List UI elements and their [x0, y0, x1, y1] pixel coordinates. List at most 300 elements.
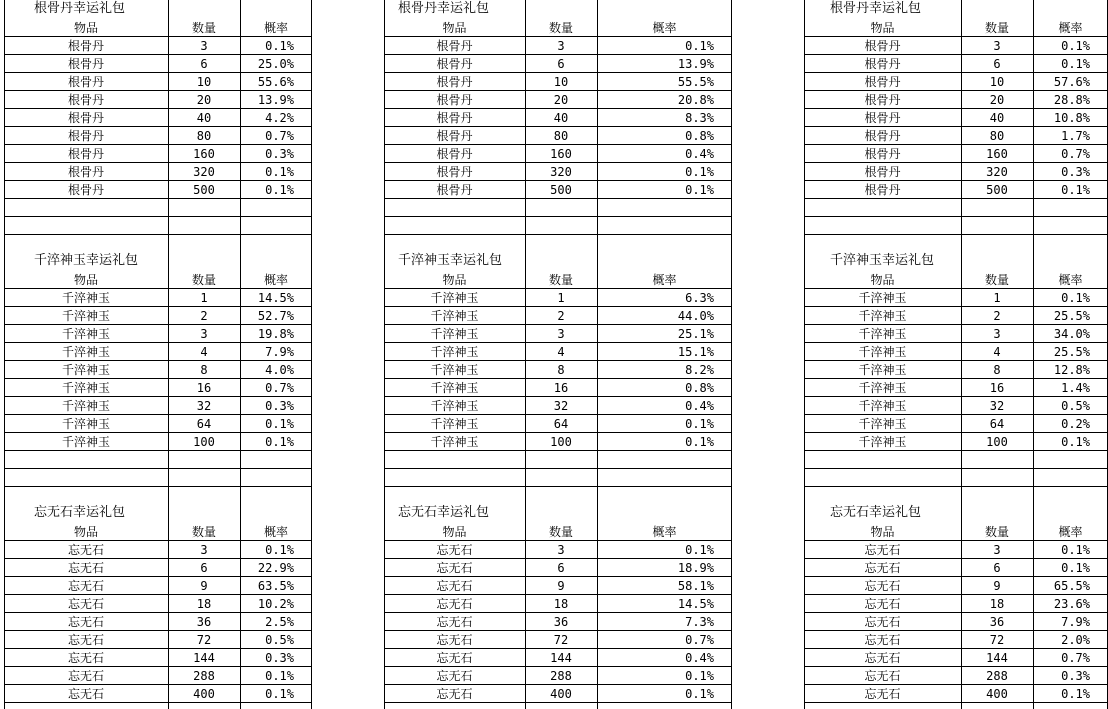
cell-item[interactable]: 忘无石 — [67, 561, 104, 575]
cell-item[interactable]: 根骨丹 — [436, 39, 473, 53]
cell-quantity[interactable]: 8 — [557, 363, 565, 377]
cell-quantity[interactable]: 64 — [196, 417, 212, 431]
header-quantity[interactable]: 数量 — [548, 21, 573, 35]
cell-probability[interactable]: 18.9% — [677, 561, 714, 575]
cell-probability[interactable]: 15.1% — [677, 345, 714, 359]
header-quantity[interactable]: 数量 — [548, 273, 573, 287]
empty-row[interactable] — [804, 452, 1108, 469]
cell-quantity[interactable]: 400 — [193, 687, 215, 701]
cell-probability[interactable]: 0.3% — [1061, 669, 1090, 683]
header-quantity[interactable]: 数量 — [984, 21, 1009, 35]
cell-quantity[interactable]: 6 — [557, 57, 565, 71]
cell-item[interactable]: 忘无石 — [864, 543, 901, 557]
cell-item[interactable]: 根骨丹 — [436, 57, 473, 71]
cell-item[interactable]: 根骨丹 — [67, 111, 104, 125]
cell-probability[interactable]: 0.1% — [265, 543, 294, 557]
cell-probability[interactable]: 52.7% — [257, 309, 294, 323]
cell-item[interactable]: 忘无石 — [864, 579, 901, 593]
cell-item[interactable]: 千淬神玉 — [858, 291, 907, 305]
cell-item[interactable]: 根骨丹 — [67, 147, 104, 161]
cell-item[interactable]: 忘无石 — [864, 561, 901, 575]
cell-probability[interactable]: 13.9% — [257, 93, 294, 107]
cell-quantity[interactable]: 80 — [196, 129, 212, 143]
empty-row[interactable] — [384, 452, 732, 469]
cell-probability[interactable]: 0.8% — [685, 381, 714, 395]
cell-quantity[interactable]: 64 — [553, 417, 569, 431]
header-quantity[interactable]: 数量 — [984, 273, 1009, 287]
cell-quantity[interactable]: 16 — [989, 381, 1005, 395]
header-item[interactable]: 物品 — [442, 525, 467, 539]
header-row — [804, 20, 1108, 37]
header-quantity[interactable]: 数量 — [548, 525, 573, 539]
cell-quantity[interactable]: 3 — [557, 39, 565, 53]
cell-item[interactable]: 忘无石 — [67, 597, 104, 611]
cell-quantity[interactable]: 160 — [986, 147, 1008, 161]
cell-item[interactable]: 忘无石 — [436, 669, 473, 683]
header-item[interactable]: 物品 — [73, 21, 98, 35]
cell-probability[interactable]: 0.4% — [685, 651, 714, 665]
cell-quantity[interactable]: 6 — [993, 561, 1001, 575]
cell-probability[interactable]: 63.5% — [257, 579, 294, 593]
cell-item[interactable]: 忘无石 — [67, 615, 104, 629]
cell-item[interactable]: 千淬神玉 — [858, 345, 907, 359]
cell-item[interactable]: 忘无石 — [864, 633, 901, 647]
cell-quantity[interactable]: 3 — [557, 327, 565, 341]
cell-probability[interactable]: 55.6% — [257, 75, 294, 89]
header-quantity[interactable]: 数量 — [984, 525, 1009, 539]
cell-probability[interactable]: 0.1% — [265, 39, 294, 53]
empty-row[interactable] — [384, 470, 732, 487]
cell-quantity[interactable]: 320 — [986, 165, 1008, 179]
cell-quantity[interactable]: 2 — [200, 309, 208, 323]
cell-probability[interactable]: 14.5% — [677, 597, 714, 611]
cell-quantity[interactable]: 72 — [553, 633, 569, 647]
cell-quantity[interactable]: 80 — [553, 129, 569, 143]
cell-quantity[interactable]: 4 — [993, 345, 1001, 359]
cell-probability[interactable]: 0.1% — [685, 669, 714, 683]
cell-probability[interactable]: 1.4% — [1061, 381, 1090, 395]
cell-quantity[interactable]: 400 — [550, 687, 572, 701]
cell-probability[interactable]: 58.1% — [677, 579, 714, 593]
header-probability[interactable]: 概率 — [1058, 273, 1083, 287]
cell-quantity[interactable]: 6 — [200, 57, 208, 71]
cell-item[interactable]: 千淬神玉 — [61, 291, 110, 305]
cell-probability[interactable]: 0.5% — [1061, 399, 1090, 413]
cell-item[interactable]: 忘无石 — [67, 579, 104, 593]
cell-item[interactable]: 根骨丹 — [436, 183, 473, 197]
cell-item[interactable]: 千淬神玉 — [858, 381, 907, 395]
cell-quantity[interactable]: 500 — [986, 183, 1008, 197]
cell-probability[interactable]: 0.1% — [1061, 543, 1090, 557]
cell-quantity[interactable]: 144 — [193, 651, 215, 665]
cell-probability[interactable]: 25.1% — [677, 327, 714, 341]
cell-probability[interactable]: 2.0% — [1061, 633, 1090, 647]
cell-probability[interactable]: 22.9% — [257, 561, 294, 575]
header-quantity[interactable]: 数量 — [191, 21, 216, 35]
cell-probability[interactable]: 8.2% — [685, 363, 714, 377]
cell-probability[interactable]: 0.1% — [265, 183, 294, 197]
cell-item[interactable]: 千淬神玉 — [858, 417, 907, 431]
cell-probability[interactable]: 10.2% — [257, 597, 294, 611]
cell-item[interactable]: 千淬神玉 — [430, 363, 479, 377]
header-item[interactable]: 物品 — [870, 525, 895, 539]
cell-quantity[interactable]: 100 — [986, 435, 1008, 449]
cell-item[interactable]: 忘无石 — [67, 651, 104, 665]
cell-probability[interactable]: 25.0% — [257, 57, 294, 71]
cell-probability[interactable]: 0.7% — [265, 381, 294, 395]
cell-probability[interactable]: 0.1% — [265, 417, 294, 431]
cell-quantity[interactable]: 18 — [989, 597, 1005, 611]
cell-probability[interactable]: 25.5% — [1053, 345, 1090, 359]
cell-quantity[interactable]: 16 — [196, 381, 212, 395]
cell-probability[interactable]: 0.8% — [685, 129, 714, 143]
cell-quantity[interactable]: 9 — [557, 579, 565, 593]
header-item[interactable]: 物品 — [73, 525, 98, 539]
cell-item[interactable]: 忘无石 — [436, 615, 473, 629]
cell-probability[interactable]: 0.3% — [265, 147, 294, 161]
cell-item[interactable]: 千淬神玉 — [858, 435, 907, 449]
cell-quantity[interactable]: 20 — [989, 93, 1005, 107]
cell-item[interactable]: 根骨丹 — [864, 75, 901, 89]
cell-item[interactable]: 忘无石 — [864, 669, 901, 683]
cell-item[interactable]: 千淬神玉 — [858, 327, 907, 341]
cell-probability[interactable]: 14.5% — [257, 291, 294, 305]
cell-item[interactable]: 根骨丹 — [436, 129, 473, 143]
cell-probability[interactable]: 0.1% — [685, 687, 714, 701]
header-item[interactable]: 物品 — [442, 21, 467, 35]
cell-quantity[interactable]: 40 — [553, 111, 569, 125]
group-title[interactable]: 忘无石幸运礼包 — [398, 505, 490, 520]
cell-probability[interactable]: 12.8% — [1053, 363, 1090, 377]
cell-probability[interactable]: 28.8% — [1053, 93, 1090, 107]
header-probability[interactable]: 概率 — [263, 21, 288, 35]
cell-probability[interactable]: 19.8% — [257, 327, 294, 341]
cell-quantity[interactable]: 3 — [557, 543, 565, 557]
cell-item[interactable]: 忘无石 — [436, 687, 473, 701]
cell-quantity[interactable]: 3 — [200, 543, 208, 557]
empty-row[interactable] — [4, 452, 312, 469]
cell-item[interactable]: 千淬神玉 — [430, 327, 479, 341]
table-row — [804, 164, 1108, 181]
cell-probability[interactable]: 0.1% — [1061, 687, 1090, 701]
cell-probability[interactable]: 0.5% — [265, 633, 294, 647]
empty-row[interactable] — [4, 470, 312, 487]
cell-quantity[interactable]: 6 — [200, 561, 208, 575]
cell-quantity[interactable]: 18 — [196, 597, 212, 611]
cell-item[interactable]: 千淬神玉 — [61, 399, 110, 413]
cell-item[interactable]: 千淬神玉 — [430, 435, 479, 449]
cell-item[interactable]: 根骨丹 — [436, 147, 473, 161]
empty-row[interactable] — [4, 218, 312, 235]
cell-probability[interactable]: 4.2% — [265, 111, 294, 125]
cell-quantity[interactable]: 36 — [989, 615, 1005, 629]
cell-probability[interactable]: 0.7% — [1061, 651, 1090, 665]
cell-probability[interactable]: 0.7% — [1061, 147, 1090, 161]
header-item[interactable]: 物品 — [870, 21, 895, 35]
cell-item[interactable]: 千淬神玉 — [858, 363, 907, 377]
cell-item[interactable]: 千淬神玉 — [61, 327, 110, 341]
cell-item[interactable]: 忘无石 — [864, 615, 901, 629]
cell-quantity[interactable]: 288 — [550, 669, 572, 683]
cell-quantity[interactable]: 40 — [196, 111, 212, 125]
cell-item[interactable]: 千淬神玉 — [61, 363, 110, 377]
header-quantity[interactable]: 数量 — [191, 525, 216, 539]
header-item[interactable]: 物品 — [442, 273, 467, 287]
cell-probability[interactable]: 0.1% — [265, 669, 294, 683]
cell-item[interactable]: 千淬神玉 — [858, 309, 907, 323]
cell-item[interactable]: 千淬神玉 — [61, 345, 110, 359]
cell-probability[interactable]: 0.1% — [1061, 291, 1090, 305]
cell-probability[interactable]: 8.3% — [685, 111, 714, 125]
cell-probability[interactable]: 0.1% — [265, 165, 294, 179]
cell-item[interactable]: 根骨丹 — [67, 39, 104, 53]
cell-quantity[interactable]: 10 — [553, 75, 569, 89]
cell-quantity[interactable]: 4 — [200, 345, 208, 359]
empty-row[interactable] — [384, 200, 732, 217]
cell-probability[interactable]: 0.2% — [1061, 417, 1090, 431]
cell-probability[interactable]: 7.9% — [1061, 615, 1090, 629]
cell-item[interactable]: 千淬神玉 — [858, 399, 907, 413]
cell-item[interactable]: 根骨丹 — [436, 165, 473, 179]
cell-probability[interactable]: 0.1% — [685, 435, 714, 449]
cell-quantity[interactable]: 3 — [993, 39, 1001, 53]
cell-item[interactable]: 根骨丹 — [864, 129, 901, 143]
empty-row[interactable] — [804, 470, 1108, 487]
cell-item[interactable]: 根骨丹 — [67, 75, 104, 89]
cell-item[interactable]: 忘无石 — [436, 597, 473, 611]
cell-item[interactable]: 根骨丹 — [436, 111, 473, 125]
header-item[interactable]: 物品 — [73, 273, 98, 287]
cell-item[interactable]: 根骨丹 — [864, 147, 901, 161]
cell-probability[interactable]: 44.0% — [677, 309, 714, 323]
cell-probability[interactable]: 0.4% — [685, 399, 714, 413]
cell-item[interactable]: 根骨丹 — [864, 93, 901, 107]
cell-quantity[interactable]: 400 — [986, 687, 1008, 701]
cell-quantity[interactable]: 3 — [200, 327, 208, 341]
cell-item[interactable]: 忘无石 — [864, 651, 901, 665]
cell-item[interactable]: 根骨丹 — [67, 57, 104, 71]
cell-quantity[interactable]: 144 — [986, 651, 1008, 665]
cell-probability[interactable]: 0.7% — [265, 129, 294, 143]
cell-item[interactable]: 忘无石 — [436, 633, 473, 647]
cell-quantity[interactable]: 288 — [986, 669, 1008, 683]
cell-probability[interactable]: 20.8% — [677, 93, 714, 107]
cell-quantity[interactable]: 500 — [550, 183, 572, 197]
cell-quantity[interactable]: 6 — [993, 57, 1001, 71]
cell-probability[interactable]: 13.9% — [677, 57, 714, 71]
group-title[interactable]: 千淬神玉幸运礼包 — [34, 253, 139, 268]
cell-probability[interactable]: 7.3% — [685, 615, 714, 629]
cell-quantity[interactable]: 32 — [196, 399, 212, 413]
cell-item[interactable]: 千淬神玉 — [430, 309, 479, 323]
cell-probability[interactable]: 34.0% — [1053, 327, 1090, 341]
cell-quantity[interactable]: 36 — [196, 615, 212, 629]
cell-quantity[interactable]: 8 — [993, 363, 1001, 377]
group-title[interactable]: 根骨丹幸运礼包 — [34, 1, 126, 16]
cell-quantity[interactable]: 3 — [993, 327, 1001, 341]
cell-item[interactable]: 根骨丹 — [864, 183, 901, 197]
cell-probability[interactable]: 7.9% — [265, 345, 294, 359]
cell-quantity[interactable]: 320 — [550, 165, 572, 179]
cell-quantity[interactable]: 2 — [993, 309, 1001, 323]
cell-item[interactable]: 千淬神玉 — [61, 435, 110, 449]
cell-probability[interactable]: 25.5% — [1053, 309, 1090, 323]
cell-quantity[interactable]: 160 — [193, 147, 215, 161]
cell-item[interactable]: 忘无石 — [67, 633, 104, 647]
cell-probability[interactable]: 0.1% — [265, 435, 294, 449]
cell-quantity[interactable]: 18 — [553, 597, 569, 611]
cell-quantity[interactable]: 16 — [553, 381, 569, 395]
cell-item[interactable]: 千淬神玉 — [430, 291, 479, 305]
group-title[interactable]: 根骨丹幸运礼包 — [398, 1, 490, 16]
header-probability[interactable]: 概率 — [1058, 525, 1083, 539]
cell-probability[interactable]: 0.7% — [685, 633, 714, 647]
empty-row[interactable] — [804, 200, 1108, 217]
cell-quantity[interactable]: 144 — [550, 651, 572, 665]
cell-quantity[interactable]: 10 — [196, 75, 212, 89]
table-row — [4, 650, 312, 667]
cell-item[interactable]: 千淬神玉 — [61, 381, 110, 395]
header-probability[interactable]: 概率 — [263, 273, 288, 287]
cell-item[interactable]: 根骨丹 — [864, 57, 901, 71]
cell-item[interactable]: 忘无石 — [864, 597, 901, 611]
cell-probability[interactable]: 65.5% — [1053, 579, 1090, 593]
cell-item[interactable]: 忘无石 — [67, 669, 104, 683]
cell-quantity[interactable]: 1 — [993, 291, 1001, 305]
cell-quantity[interactable]: 9 — [200, 579, 208, 593]
cell-item[interactable]: 根骨丹 — [436, 93, 473, 107]
table-row — [4, 128, 312, 145]
cell-item[interactable]: 忘无石 — [864, 687, 901, 701]
cell-probability[interactable]: 0.1% — [685, 417, 714, 431]
group-title[interactable]: 千淬神玉幸运礼包 — [830, 253, 935, 268]
table-row — [4, 434, 312, 451]
cell-item[interactable]: 忘无石 — [436, 561, 473, 575]
header-probability[interactable]: 概率 — [652, 525, 677, 539]
cell-quantity[interactable]: 1 — [200, 291, 208, 305]
header-item[interactable]: 物品 — [870, 273, 895, 287]
cell-item[interactable]: 忘无石 — [436, 543, 473, 557]
header-quantity[interactable]: 数量 — [191, 273, 216, 287]
cell-quantity[interactable]: 40 — [989, 111, 1005, 125]
cell-item[interactable]: 根骨丹 — [864, 165, 901, 179]
header-row — [384, 20, 732, 37]
cell-probability[interactable]: 0.1% — [685, 183, 714, 197]
cell-quantity[interactable]: 2 — [557, 309, 565, 323]
header-probability[interactable]: 概率 — [652, 273, 677, 287]
cell-quantity[interactable]: 9 — [993, 579, 1001, 593]
cell-item[interactable]: 根骨丹 — [864, 111, 901, 125]
cell-item[interactable]: 千淬神玉 — [430, 417, 479, 431]
cell-item[interactable]: 根骨丹 — [67, 165, 104, 179]
cell-item[interactable]: 根骨丹 — [436, 75, 473, 89]
cell-probability[interactable]: 0.1% — [1061, 435, 1090, 449]
cell-probability[interactable]: 0.3% — [265, 651, 294, 665]
cell-quantity[interactable]: 32 — [553, 399, 569, 413]
group-title[interactable]: 根骨丹幸运礼包 — [830, 1, 922, 16]
cell-item[interactable]: 忘无石 — [436, 651, 473, 665]
cell-quantity[interactable]: 72 — [989, 633, 1005, 647]
cell-probability[interactable]: 0.1% — [685, 39, 714, 53]
table-row — [384, 128, 732, 145]
cell-quantity[interactable]: 500 — [193, 183, 215, 197]
cell-quantity[interactable]: 72 — [196, 633, 212, 647]
group-title[interactable]: 千淬神玉幸运礼包 — [398, 253, 503, 268]
cell-quantity[interactable]: 32 — [989, 399, 1005, 413]
cell-probability[interactable]: 0.1% — [1061, 57, 1090, 71]
cell-probability[interactable]: 0.3% — [1061, 165, 1090, 179]
cell-item[interactable]: 千淬神玉 — [430, 399, 479, 413]
header-probability[interactable]: 概率 — [263, 525, 288, 539]
cell-probability[interactable]: 0.1% — [685, 165, 714, 179]
cell-probability[interactable]: 1.7% — [1061, 129, 1090, 143]
cell-probability[interactable]: 10.8% — [1053, 111, 1090, 125]
cell-quantity[interactable]: 6 — [557, 561, 565, 575]
cell-item[interactable]: 千淬神玉 — [61, 309, 110, 323]
cell-quantity[interactable]: 4 — [557, 345, 565, 359]
cell-probability[interactable]: 23.6% — [1053, 597, 1090, 611]
cell-quantity[interactable]: 64 — [989, 417, 1005, 431]
header-probability[interactable]: 概率 — [1058, 21, 1083, 35]
cell-probability[interactable]: 6.3% — [685, 291, 714, 305]
cell-probability[interactable]: 0.1% — [685, 543, 714, 557]
cell-item[interactable]: 根骨丹 — [67, 183, 104, 197]
cell-item[interactable]: 千淬神玉 — [430, 345, 479, 359]
cell-probability[interactable]: 0.3% — [265, 399, 294, 413]
cell-item[interactable]: 千淬神玉 — [430, 381, 479, 395]
cell-quantity[interactable]: 100 — [550, 435, 572, 449]
cell-quantity[interactable]: 36 — [553, 615, 569, 629]
cell-item[interactable]: 忘无石 — [67, 543, 104, 557]
cell-item[interactable]: 根骨丹 — [67, 93, 104, 107]
cell-quantity[interactable]: 3 — [993, 543, 1001, 557]
empty-row[interactable] — [384, 218, 732, 235]
cell-quantity[interactable]: 288 — [193, 669, 215, 683]
table-row — [384, 398, 732, 415]
cell-probability[interactable]: 4.0% — [265, 363, 294, 377]
group-title[interactable]: 忘无石幸运礼包 — [34, 505, 126, 520]
cell-quantity[interactable]: 1 — [557, 291, 565, 305]
cell-quantity[interactable]: 20 — [196, 93, 212, 107]
cell-probability[interactable]: 0.4% — [685, 147, 714, 161]
cell-probability[interactable]: 2.5% — [265, 615, 294, 629]
cell-quantity[interactable]: 320 — [193, 165, 215, 179]
cell-item[interactable]: 根骨丹 — [864, 39, 901, 53]
cell-quantity[interactable]: 10 — [989, 75, 1005, 89]
empty-row[interactable] — [4, 200, 312, 217]
cell-quantity[interactable]: 3 — [200, 39, 208, 53]
cell-quantity[interactable]: 8 — [200, 363, 208, 377]
empty-row[interactable] — [804, 218, 1108, 235]
group-title[interactable]: 忘无石幸运礼包 — [830, 505, 922, 520]
cell-quantity[interactable]: 20 — [553, 93, 569, 107]
cell-quantity[interactable]: 160 — [550, 147, 572, 161]
cell-item[interactable]: 千淬神玉 — [61, 417, 110, 431]
cell-quantity[interactable]: 80 — [989, 129, 1005, 143]
cell-probability[interactable]: 57.6% — [1053, 75, 1090, 89]
cell-quantity[interactable]: 100 — [193, 435, 215, 449]
cell-probability[interactable]: 0.1% — [1061, 39, 1090, 53]
cell-item[interactable]: 忘无石 — [436, 579, 473, 593]
cell-item[interactable]: 忘无石 — [67, 687, 104, 701]
cell-probability[interactable]: 55.5% — [677, 75, 714, 89]
header-probability[interactable]: 概率 — [652, 21, 677, 35]
cell-item[interactable]: 根骨丹 — [67, 129, 104, 143]
cell-probability[interactable]: 0.1% — [265, 687, 294, 701]
cell-probability[interactable]: 0.1% — [1061, 183, 1090, 197]
table-row — [4, 668, 312, 685]
cell-probability[interactable]: 0.1% — [1061, 561, 1090, 575]
